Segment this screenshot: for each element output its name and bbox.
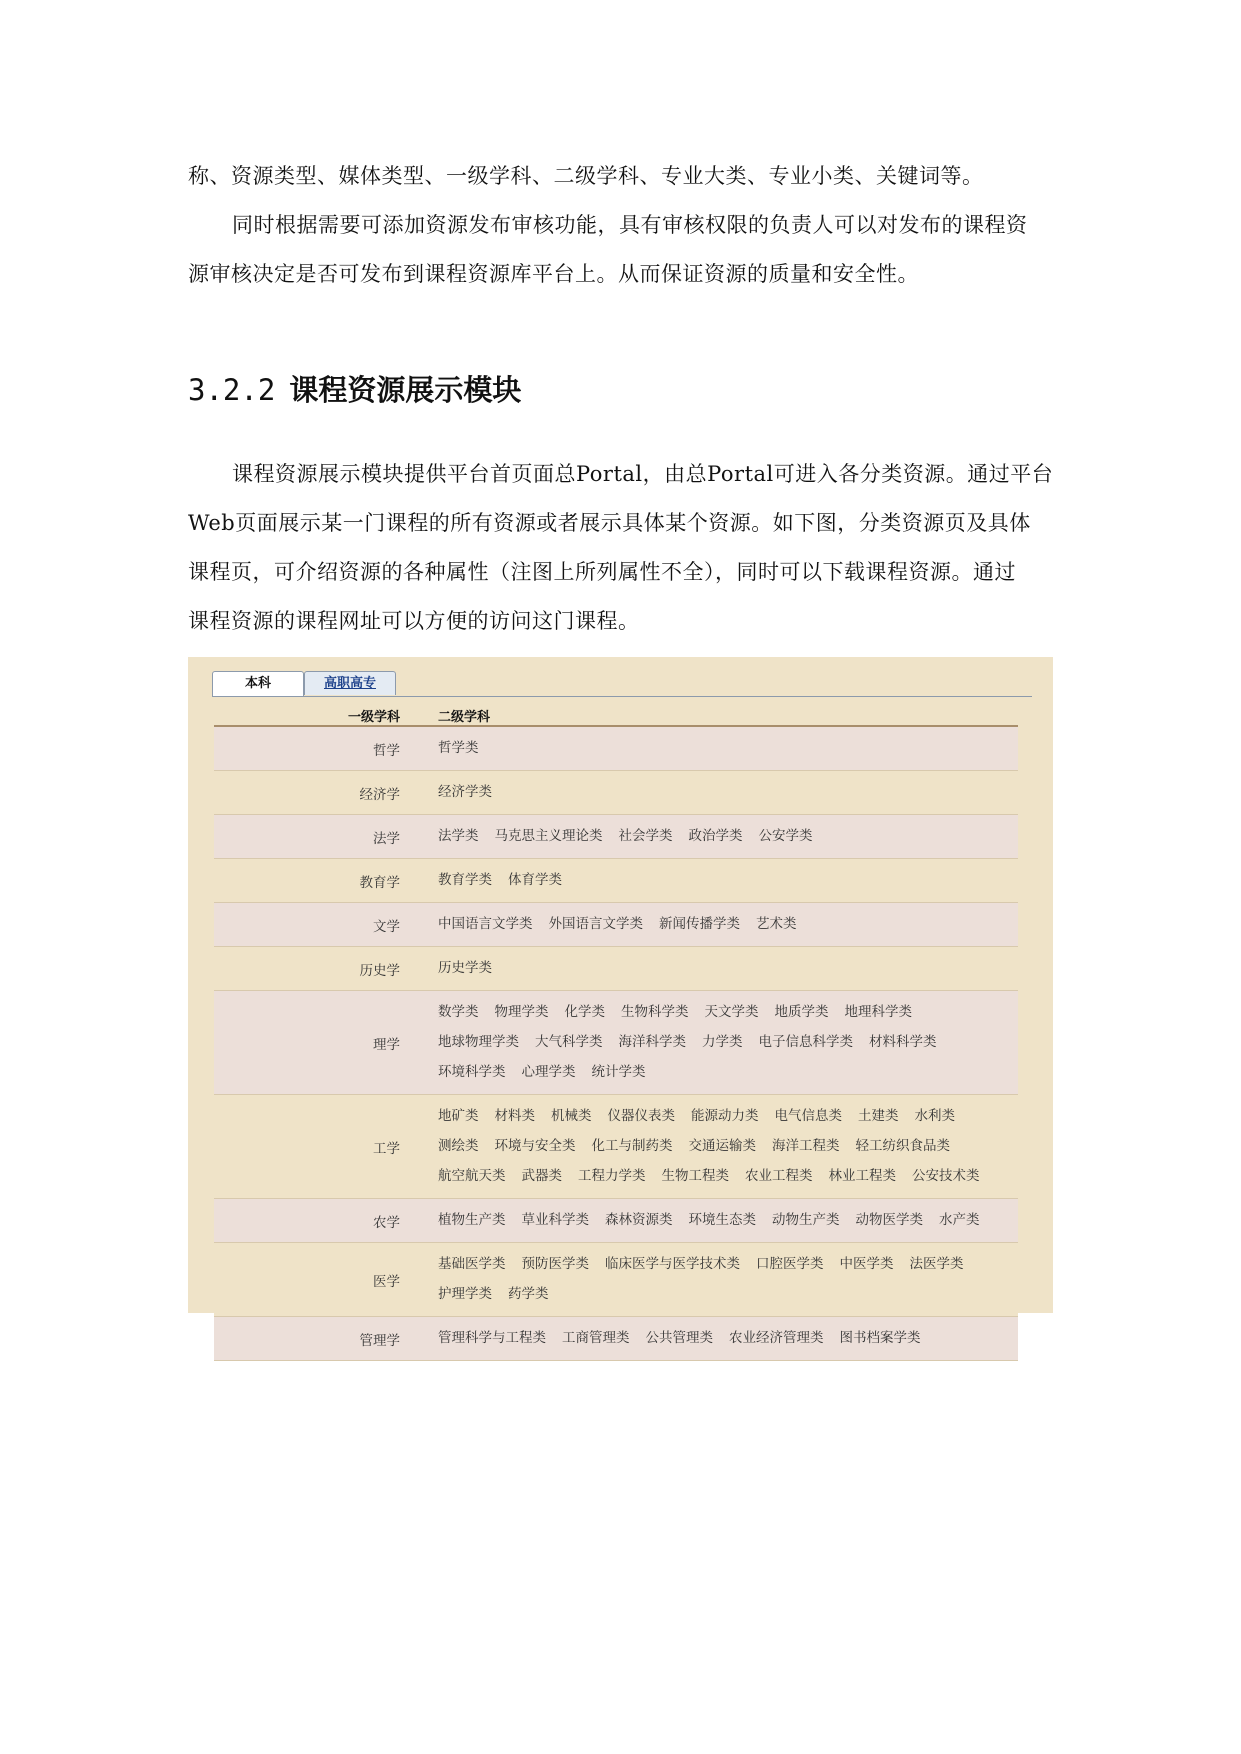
secondary-discipline-link[interactable]: 马克思主义理论类 [494, 828, 603, 844]
secondary-discipline-link[interactable]: 材料类 [494, 1108, 535, 1124]
text-line: 源审核决定是否可发布到课程资源库平台上。从而保证资源的质量和安全性。 [188, 262, 919, 286]
secondary-discipline-link[interactable]: 农业经济管理类 [729, 1330, 824, 1346]
paragraph-2 [188, 450, 1054, 646]
table-row [214, 1243, 1018, 1317]
secondary-discipline-link[interactable]: 力学类 [702, 1034, 743, 1050]
secondary-discipline-link[interactable]: 能源动力类 [691, 1108, 759, 1124]
secondary-discipline-link[interactable]: 化学类 [564, 1004, 605, 1020]
secondary-discipline-link[interactable]: 工程力学类 [578, 1168, 646, 1184]
secondary-discipline-link[interactable]: 森林资源类 [605, 1212, 673, 1228]
table-row [214, 947, 1018, 991]
secondary-discipline-link[interactable]: 管理科学与工程类 [438, 1330, 546, 1346]
secondary-discipline-link[interactable]: 草业科学类 [521, 1212, 589, 1228]
text-line: 课程资源的课程网址可以方便的访问这门课程。 [188, 609, 640, 633]
table-row [214, 1095, 1018, 1199]
secondary-discipline-link[interactable]: 农业工程类 [745, 1168, 813, 1184]
secondary-discipline-link[interactable]: 心理学类 [521, 1064, 576, 1080]
secondary-discipline-link[interactable]: 法医学类 [909, 1256, 964, 1272]
secondary-discipline-link[interactable]: 外国语言文学类 [548, 916, 643, 932]
table-row [214, 1199, 1018, 1243]
secondary-discipline-link[interactable]: 植物生产类 [438, 1212, 506, 1228]
secondary-discipline-link[interactable]: 预防医学类 [521, 1256, 589, 1272]
secondary-discipline-link[interactable]: 天文学类 [704, 1004, 759, 1020]
primary-discipline-label[interactable]: 历史学 [359, 962, 400, 979]
primary-discipline-label[interactable]: 法学 [373, 830, 400, 847]
secondary-discipline-link[interactable]: 林业工程类 [828, 1168, 896, 1184]
primary-discipline-label[interactable]: 经济学 [359, 786, 400, 803]
secondary-discipline-link[interactable]: 新闻传播学类 [659, 916, 740, 932]
secondary-discipline-link[interactable]: 地理科学类 [844, 1004, 912, 1020]
secondary-discipline-link[interactable]: 社会学类 [618, 828, 673, 844]
secondary-discipline-link[interactable]: 水利类 [914, 1108, 955, 1124]
secondary-discipline-link[interactable]: 法学类 [438, 828, 479, 844]
table-row [214, 991, 1018, 1095]
secondary-discipline-link[interactable]: 公安学类 [758, 828, 813, 844]
secondary-discipline-link[interactable]: 化工与制药类 [591, 1138, 673, 1154]
table-body [214, 727, 1018, 1361]
secondary-discipline-link[interactable]: 口腔医学类 [756, 1256, 824, 1272]
secondary-discipline-link[interactable]: 历史学类 [438, 960, 492, 976]
secondary-discipline-link[interactable]: 环境与安全类 [494, 1138, 576, 1154]
text-line: 称、资源类型、媒体类型、一级学科、二级学科、专业大类、专业小类、关键词等。 [188, 164, 984, 188]
tab-undergrad[interactable]: 本科 [212, 671, 304, 696]
table-row [214, 815, 1018, 859]
tab-vocational[interactable]: 高职高专 [304, 671, 396, 695]
secondary-discipline-link[interactable]: 电气信息类 [774, 1108, 842, 1124]
secondary-discipline-list [438, 1199, 1018, 1242]
table-row [214, 1317, 1018, 1361]
section-title: 课程资源展示模块 [289, 373, 522, 407]
secondary-discipline-link[interactable]: 体育学类 [508, 872, 562, 888]
secondary-discipline-link[interactable]: 电子信息科学类 [758, 1034, 853, 1050]
primary-discipline-label[interactable]: 医学 [373, 1273, 400, 1290]
text-line: 同时根据需要可添加资源发布审核功能，具有审核权限的负责人可以对发布的课程资 [232, 213, 1028, 237]
primary-discipline-label[interactable]: 理学 [373, 1036, 400, 1053]
secondary-discipline-link[interactable]: 政治学类 [688, 828, 743, 844]
secondary-discipline-list [438, 903, 1018, 946]
secondary-discipline-list [438, 1317, 1018, 1360]
secondary-discipline-link[interactable]: 中国语言文学类 [438, 916, 533, 932]
secondary-discipline-link[interactable]: 地质学类 [774, 1004, 829, 1020]
secondary-discipline-link[interactable]: 海洋工程类 [772, 1138, 840, 1154]
secondary-discipline-link[interactable]: 航空航天类 [438, 1168, 506, 1184]
secondary-discipline-list [438, 947, 1018, 990]
secondary-discipline-link[interactable]: 水产类 [939, 1212, 980, 1228]
secondary-discipline-list [438, 1095, 1018, 1198]
secondary-discipline-link[interactable]: 环境生态类 [688, 1212, 756, 1228]
table-row [214, 727, 1018, 771]
section-heading [188, 368, 521, 409]
secondary-discipline-link[interactable]: 仪器仪表类 [607, 1108, 675, 1124]
secondary-discipline-link[interactable]: 土建类 [858, 1108, 899, 1124]
tab-bar [212, 671, 1032, 697]
secondary-discipline-link[interactable]: 生物科学类 [621, 1004, 689, 1020]
secondary-discipline-link[interactable]: 图书档案学类 [839, 1330, 921, 1346]
primary-discipline-label[interactable]: 教育学 [359, 874, 400, 891]
header-secondary-discipline: 二级学科 [438, 710, 491, 725]
header-primary-discipline: 一级学科 [347, 710, 400, 725]
primary-discipline-label[interactable]: 工学 [373, 1140, 400, 1157]
secondary-discipline-link[interactable]: 统计学类 [591, 1064, 646, 1080]
secondary-discipline-link[interactable]: 工商管理类 [562, 1330, 630, 1346]
subject-table [214, 703, 1018, 1361]
secondary-discipline-link[interactable]: 生物工程类 [661, 1168, 729, 1184]
secondary-discipline-link[interactable]: 经济学类 [438, 784, 492, 800]
secondary-discipline-link[interactable]: 轻工纺织食品类 [855, 1138, 950, 1154]
primary-discipline-label[interactable]: 农学 [373, 1214, 400, 1231]
secondary-discipline-link[interactable]: 公安技术类 [912, 1168, 980, 1184]
secondary-discipline-link[interactable]: 地球物理学类 [438, 1034, 519, 1050]
paragraph-1 [188, 152, 1048, 299]
secondary-discipline-list [438, 815, 1018, 858]
secondary-discipline-link[interactable]: 基础医学类 [438, 1256, 506, 1272]
secondary-discipline-link[interactable]: 动物医学类 [855, 1212, 923, 1228]
secondary-discipline-link[interactable]: 材料科学类 [869, 1034, 937, 1050]
secondary-discipline-list [438, 1243, 1018, 1316]
secondary-discipline-link[interactable]: 物理学类 [494, 1004, 549, 1020]
table-row [214, 771, 1018, 815]
secondary-discipline-link[interactable]: 武器类 [521, 1168, 562, 1184]
secondary-discipline-link[interactable]: 测绘类 [438, 1138, 479, 1154]
subject-catalog-screenshot [188, 657, 1053, 1349]
text-line: Web页面展示某一门课程的所有资源或者展示具体某个资源。如下图，分类资源页及具体 [188, 511, 1031, 535]
secondary-discipline-link[interactable]: 中医学类 [839, 1256, 894, 1272]
table-header [214, 703, 1018, 727]
primary-discipline-label[interactable]: 管理学 [359, 1332, 400, 1349]
secondary-discipline-link[interactable]: 艺术类 [756, 916, 797, 932]
secondary-discipline-list [438, 771, 1018, 814]
secondary-discipline-link[interactable]: 药学类 [508, 1286, 549, 1302]
secondary-discipline-link[interactable]: 海洋科学类 [618, 1034, 686, 1050]
secondary-discipline-link[interactable]: 哲学类 [438, 740, 479, 756]
secondary-discipline-link[interactable]: 护理学类 [438, 1286, 492, 1302]
text-line: 课程资源展示模块提供平台首页面总Portal，由总Portal可进入各分类资源。通过平台 [232, 462, 1054, 486]
secondary-discipline-link[interactable]: 教育学类 [438, 872, 492, 888]
table-row [214, 903, 1018, 947]
secondary-discipline-list [438, 727, 1018, 770]
secondary-discipline-link[interactable]: 数学类 [438, 1004, 479, 1020]
primary-discipline-label[interactable]: 文学 [373, 918, 400, 935]
secondary-discipline-list [438, 991, 1018, 1094]
secondary-discipline-link[interactable]: 交通运输类 [688, 1138, 756, 1154]
secondary-discipline-link[interactable]: 机械类 [551, 1108, 592, 1124]
text-line: 课程页，可介绍资源的各种属性（注图上所列属性不全），同时可以下载课程资源。通过 [188, 560, 1016, 584]
primary-discipline-label[interactable]: 哲学 [373, 742, 400, 759]
table-row [214, 859, 1018, 903]
secondary-discipline-link[interactable]: 大气科学类 [535, 1034, 603, 1050]
secondary-discipline-link[interactable]: 公共管理类 [645, 1330, 713, 1346]
section-number: 3.2.2 [188, 373, 276, 407]
secondary-discipline-link[interactable]: 动物生产类 [772, 1212, 840, 1228]
secondary-discipline-link[interactable]: 环境科学类 [438, 1064, 506, 1080]
secondary-discipline-list [438, 859, 1018, 902]
secondary-discipline-link[interactable]: 地矿类 [438, 1108, 479, 1124]
secondary-discipline-link[interactable]: 临床医学与医学技术类 [605, 1256, 740, 1272]
